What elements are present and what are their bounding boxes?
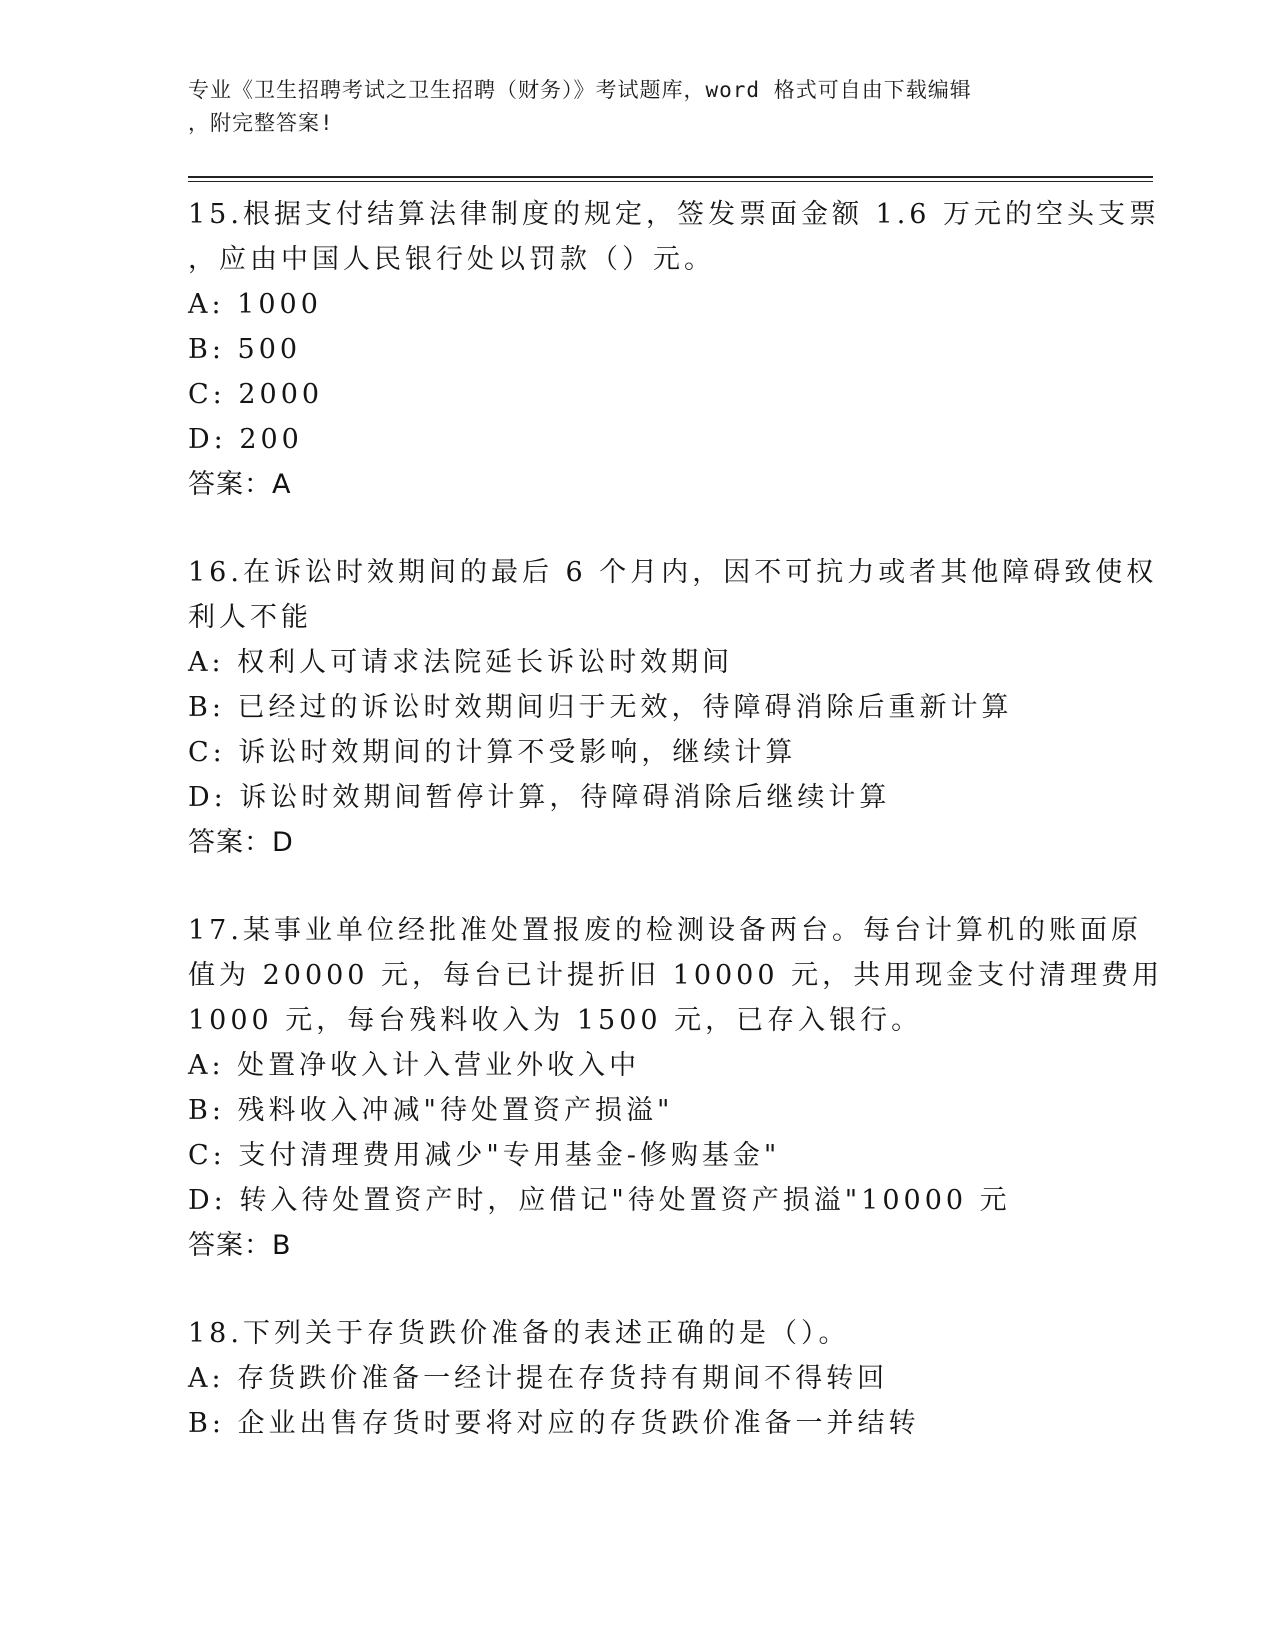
question-stem-line: 1000 元，每台残料收入为 1500 元，已存入银行。 — [188, 1005, 923, 1036]
question-stem-line: 利人不能 — [188, 602, 312, 633]
question-stem-line: 17.某事业单位经批准处置报废的检测设备两台。每台计算机的账面原 — [188, 915, 1142, 946]
header-divider-thick — [188, 176, 1153, 178]
option-a: A: 权利人可请求法院延长诉讼时效期间 — [188, 647, 734, 678]
option-b: B: 残料收入冲减"待处置资产损溢" — [188, 1095, 674, 1126]
question-list — [188, 192, 1164, 1488]
option-a: A: 处置净收入计入营业外收入中 — [188, 1050, 641, 1081]
question-18 — [188, 1311, 1088, 1446]
question-15 — [188, 192, 1161, 508]
question-stem-line: 15.根据支付结算法律制度的规定，签发票面金额 1.6 万元的空头支票 — [188, 199, 1161, 230]
option-a: A: 存货跌价准备一经计提在存货持有期间不得转回 — [188, 1363, 889, 1394]
header-line-1: 专业《卫生招聘考试之卫生招聘（财务）》考试题库，word 格式可自由下载编辑 — [188, 78, 972, 102]
option-c: C: 2000 — [188, 379, 324, 410]
option-d: D: 诉讼时效期间暂停计算，待障碍消除后继续计算 — [188, 782, 891, 813]
option-b: B: 已经过的诉讼时效期间归于无效，待障碍消除后重新计算 — [188, 692, 1013, 723]
question-stem-line: 值为 20000 元，每台已计提折旧 10000 元，共用现金支付清理费用 — [188, 960, 1164, 991]
answer-line: 答案：D — [188, 827, 294, 858]
option-d: D: 转入待处置资产时，应借记"待处置资产损溢"10000 元 — [188, 1185, 1011, 1216]
option-c: C: 诉讼时效期间的计算不受影响，继续计算 — [188, 737, 797, 768]
document-header — [188, 74, 1088, 140]
question-17 — [188, 908, 1164, 1269]
answer-line: 答案：A — [188, 469, 292, 500]
option-b: B: 企业出售存货时要将对应的存货跌价准备一并结转 — [188, 1408, 920, 1439]
header-divider-thin — [188, 181, 1153, 182]
question-stem-line: ，应由中国人民银行处以罚款（）元。 — [188, 244, 715, 275]
option-d: D: 200 — [188, 424, 303, 455]
option-c: C: 支付清理费用减少"专用基金-修购基金" — [188, 1140, 781, 1171]
question-16 — [188, 550, 1158, 866]
question-stem-line: 18.下列关于存货跌价准备的表述正确的是（）。 — [188, 1318, 850, 1349]
header-line-2: ，附完整答案! — [188, 111, 334, 135]
question-stem-line: 16.在诉讼时效期间的最后 6 个月内，因不可抗力或者其他障碍致使权 — [188, 557, 1158, 588]
option-a: A: 1000 — [188, 289, 322, 320]
option-b: B: 500 — [188, 334, 302, 365]
answer-line: 答案：B — [188, 1230, 292, 1261]
